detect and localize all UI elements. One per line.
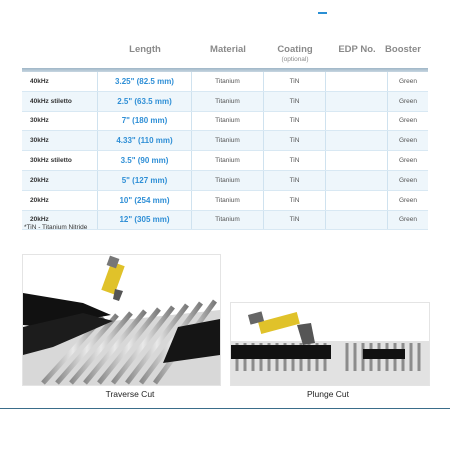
header-coating-label: Coating bbox=[277, 44, 313, 55]
traverse-cut-drawing bbox=[23, 255, 220, 385]
cell-name: 20kHz bbox=[22, 171, 98, 190]
cell-material: Titanium bbox=[192, 72, 264, 91]
traverse-cut-caption: Traverse Cut bbox=[105, 389, 155, 399]
cell-coating: TiN bbox=[264, 151, 326, 170]
cell-edp bbox=[326, 92, 388, 111]
cell-material: Titanium bbox=[192, 191, 264, 210]
plunge-cut-caption: Plunge Cut bbox=[306, 389, 350, 399]
cell-coating: TiN bbox=[264, 112, 326, 131]
traverse-cut-illustration bbox=[22, 254, 221, 386]
cell-booster: Green bbox=[398, 137, 418, 145]
header-coating bbox=[264, 44, 326, 68]
header-edp: EDP No. bbox=[338, 44, 376, 55]
cell-coating: TiN bbox=[264, 92, 326, 111]
cell-edp bbox=[326, 112, 388, 131]
ultrasonic-horn-icon bbox=[101, 256, 124, 301]
cell-booster: Green bbox=[398, 157, 418, 165]
cell-name: 20kHz bbox=[22, 191, 98, 210]
cell-booster: Green bbox=[398, 176, 418, 184]
cell-length: 3.5" (90 mm) bbox=[98, 151, 192, 170]
cell-booster: Green bbox=[398, 77, 418, 85]
cell-length: 12" (305 mm) bbox=[98, 211, 192, 230]
cell-edp bbox=[326, 211, 388, 230]
cell-name: 30kHz stiletto bbox=[22, 151, 98, 170]
table-row bbox=[22, 72, 428, 92]
cell-edp bbox=[326, 72, 388, 91]
cell-material: Titanium bbox=[192, 112, 264, 131]
ultrasonic-horn-icon bbox=[248, 311, 315, 345]
cell-name: 30kHz bbox=[22, 112, 98, 131]
table-row bbox=[22, 92, 428, 112]
cell-coating: TiN bbox=[264, 72, 326, 91]
cell-edp bbox=[326, 131, 388, 150]
horn-specs-table bbox=[22, 68, 428, 230]
header-coating-note: (optional) bbox=[281, 56, 309, 63]
cell-name: 20kHz bbox=[22, 211, 98, 230]
cell-material: Titanium bbox=[192, 171, 264, 190]
cell-coating: TiN bbox=[264, 171, 326, 190]
footnote: *TiN - Titanium Nitride bbox=[24, 224, 88, 231]
cell-edp bbox=[326, 151, 388, 170]
header-material: Material bbox=[210, 44, 246, 55]
cell-length: 5" (127 mm) bbox=[98, 171, 192, 190]
cell-length: 10" (254 mm) bbox=[98, 191, 192, 210]
cell-coating: TiN bbox=[264, 131, 326, 150]
cell-length: 2.5" (63.5 mm) bbox=[98, 92, 192, 111]
cell-name: 30kHz bbox=[22, 131, 98, 150]
table-row bbox=[22, 191, 428, 211]
cell-material: Titanium bbox=[192, 131, 264, 150]
cell-edp bbox=[326, 191, 388, 210]
table-row bbox=[22, 151, 428, 171]
cell-booster: Green bbox=[398, 216, 418, 224]
cell-booster: Green bbox=[398, 117, 418, 125]
cell-material: Titanium bbox=[192, 151, 264, 170]
table-row bbox=[22, 112, 428, 132]
cell-edp bbox=[326, 171, 388, 190]
cell-material: Titanium bbox=[192, 211, 264, 230]
cell-length: 7" (180 mm) bbox=[98, 112, 192, 131]
cell-name: 40kHz stiletto bbox=[22, 92, 98, 111]
header-length: Length bbox=[129, 44, 161, 55]
table-row bbox=[22, 171, 428, 191]
cell-length: 3.25" (82.5 mm) bbox=[98, 72, 192, 91]
decorative-mark bbox=[318, 12, 327, 14]
table-row bbox=[22, 131, 428, 151]
cell-coating: TiN bbox=[264, 211, 326, 230]
cell-length: 4.33" (110 mm) bbox=[98, 131, 192, 150]
cell-material: Titanium bbox=[192, 92, 264, 111]
plunge-cut-illustration bbox=[230, 302, 430, 386]
cell-name: 40kHz bbox=[22, 72, 98, 91]
cell-coating: TiN bbox=[264, 191, 326, 210]
header-booster: Booster bbox=[385, 44, 421, 55]
bottom-divider bbox=[0, 408, 450, 409]
cell-booster: Green bbox=[398, 97, 418, 105]
plunge-cut-drawing bbox=[231, 303, 429, 385]
cell-booster: Green bbox=[398, 196, 418, 204]
